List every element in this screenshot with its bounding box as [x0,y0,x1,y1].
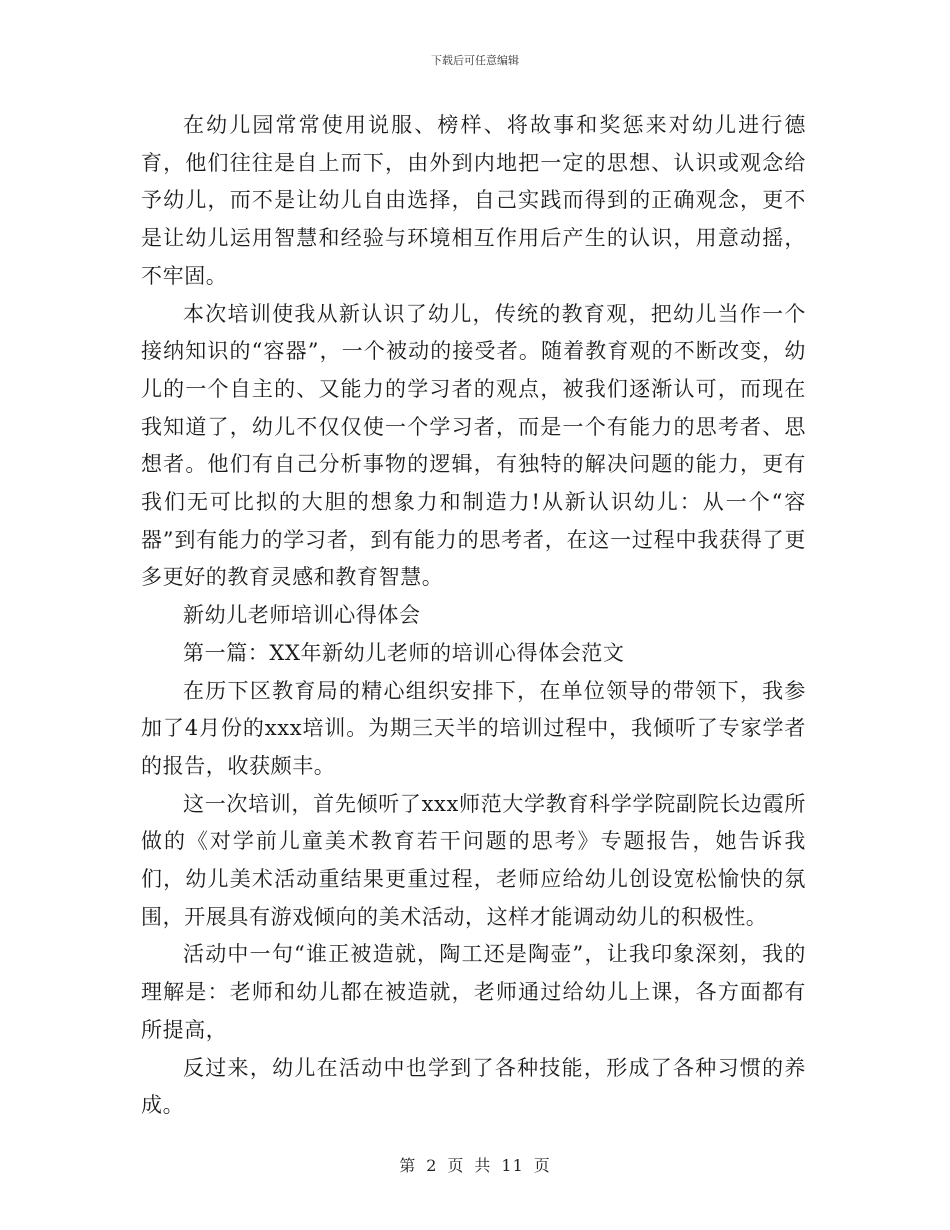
paragraph: 在历下区教育局的精心组织安排下，在单位领导的带领下，我参加了4月份的xxx培训。为期三天半的培训过程中，我倾听了专家学者的报告，收获颇丰。 [141,678,806,778]
paragraph: 反过来，幼儿在活动中也学到了各种技能，形成了各种习惯的养成。 [141,1055,806,1118]
total-prefix: 共 [474,1156,492,1175]
page-header: 下载后可任意编辑 [431,54,519,67]
document-body [141,107,806,1125]
section-title: 新幼儿老师培训心得体会 [183,603,421,628]
page-prefix: 第 [399,1156,417,1175]
paragraph: 这一次培训，首先倾听了xxx师范大学教育科学学院副院长边霞所做的《对学前儿童美术教育若干问题的思考》专题报告，她告诉我们，幼儿美术活动重结果更重过程，老师应给幼儿创设宽松愉快的氛围，开展具有游戏倾向的美术活动，这样才能调动幼儿的积极性。 [141,791,806,929]
page-unit: 页 [447,1156,465,1175]
paragraph: 活动中一句“谁正被造就，陶工还是陶壶”，让我印象深刻，我的理解是：老师和幼儿都在被造就，老师通过给幼儿上课，各方面都有所提高， [141,942,806,1042]
paragraph: 在幼儿园常常使用说服、榜样、将故事和奖惩来对幼儿进行德育，他们往往是自上而下，由外到内地把一定的思想、认识或观念给予幼儿，而不是让幼儿自由选择，自己实践而得到的正确观念，更不是让幼儿运用智慧和经验与环境相互作用后产生的认识，用意动摇，不牢固。 [141,113,806,288]
total-unit: 页 [533,1156,551,1175]
paragraph: 本次培训使我从新认识了幼儿，传统的教育观，把幼儿当作一个接纳知识的“容器”，一个被动的接受者。随着教育观的不断改变，幼儿的一个自主的、又能力的学习者的观点，被我们逐渐认可，而现在我知道了，幼儿不仅仅使一个学习者，而是一个有能力的思考者、思想者。他们有自己分析事物的逻辑，有独特的解决问题的能力，更有我们无可比拟的大胆的想象力和制造力!从新认识幼儿：从一个“容器”到有能力的学习者，到有能力的思考者，在这一过程中我获得了更多更好的教育灵感和教育智慧。 [141,301,806,590]
current-page-number: 2 [426,1156,438,1175]
total-page-count: 11 [501,1156,524,1175]
page-footer [0,1153,950,1176]
article-title: 第一篇：XX年新幼儿老师的培训心得体会范文 [183,640,625,665]
